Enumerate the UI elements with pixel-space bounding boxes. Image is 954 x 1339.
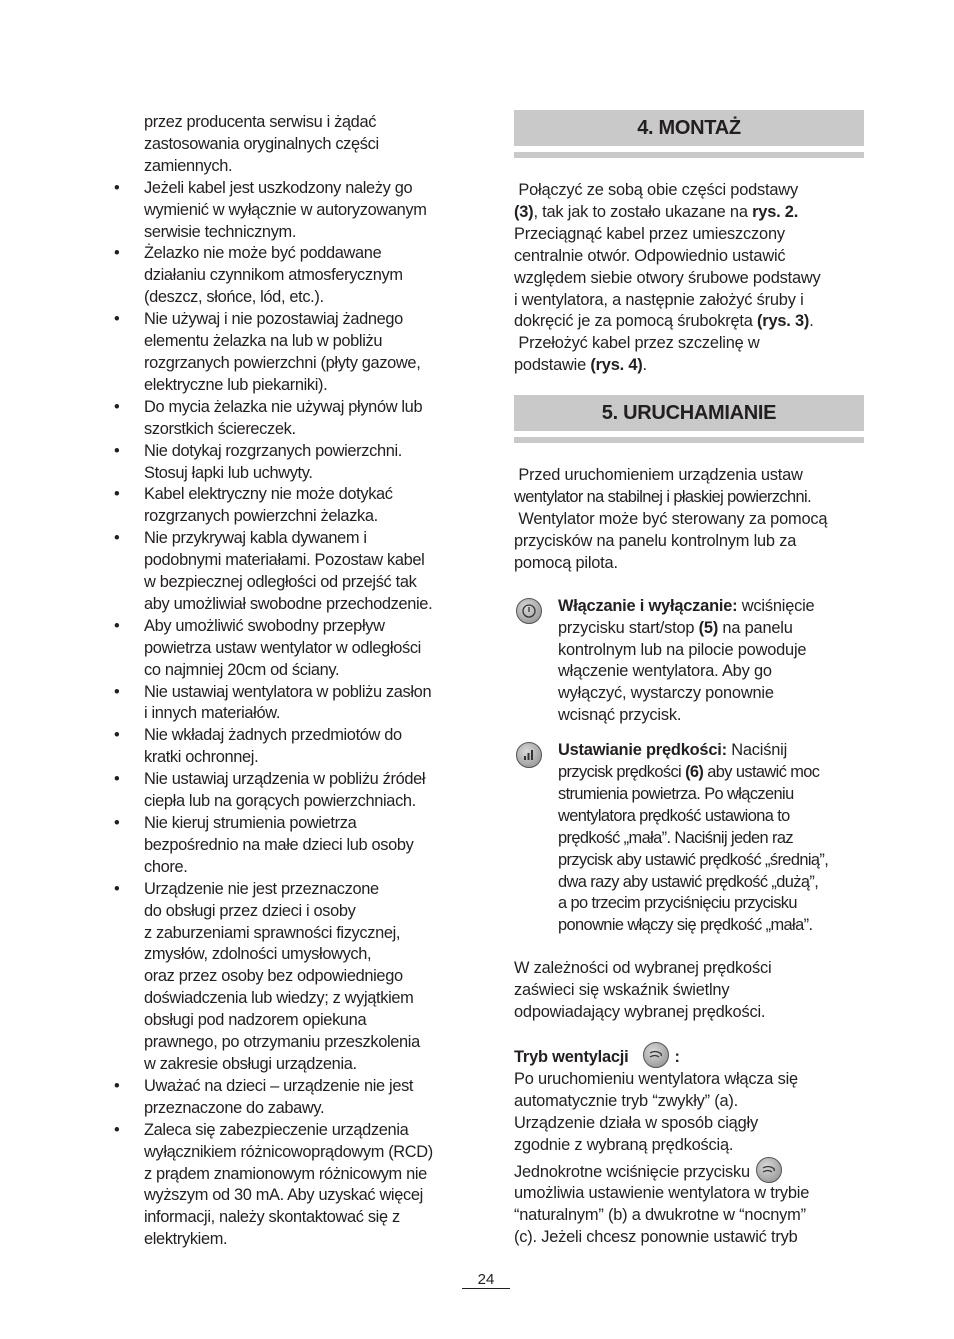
text-line: zastosowania oryginalnych części bbox=[144, 134, 379, 153]
bullet-marker: • bbox=[114, 397, 120, 416]
text-line: działaniu czynnikom atmosferycznym bbox=[144, 266, 403, 285]
text-line: Nie ustawiaj wentylatora w pobliżu zasłon bbox=[144, 682, 432, 701]
text-line: Stosuj łapki lub uchwyty. bbox=[144, 463, 313, 482]
speed-feature bbox=[514, 740, 864, 937]
text-line: Włączanie i wyłączanie: wciśnięcie bbox=[558, 596, 815, 615]
feature-label: Ustawianie prędkości: bbox=[558, 741, 727, 760]
safety-bullet-item bbox=[112, 1120, 472, 1251]
montaz-paragraph bbox=[514, 180, 864, 377]
figure-ref: rys. 2. bbox=[752, 202, 799, 221]
text-line: Jednokrotne wciśnięcie przycisku bbox=[514, 1157, 864, 1184]
text-line: automatycznie tryb “zwykły” (a). bbox=[514, 1091, 739, 1110]
text-line: Nie dotykaj rozgrzanych powierzchni. bbox=[144, 441, 402, 460]
text-line: Aby umożliwić swobodny przepływ bbox=[144, 616, 385, 635]
text-line: W zależności od wybranej prędkości bbox=[514, 959, 772, 978]
text-line: (deszcz, słońce, lód, etc.). bbox=[144, 288, 324, 307]
heading-rule bbox=[514, 437, 864, 443]
safety-bullet-item bbox=[112, 813, 472, 879]
safety-bullet-item bbox=[112, 484, 472, 528]
text-line: przycisk aby ustawić prędkość „średnią”, bbox=[558, 850, 829, 869]
bullet-marker: • bbox=[114, 879, 120, 898]
text-line: w zakresie obsługi urządzenia. bbox=[144, 1054, 357, 1073]
text-line: Przeciągnąć kabel przez umieszczony bbox=[514, 224, 785, 243]
mode-label: Tryb wentylacji bbox=[514, 1048, 629, 1066]
text-line: zaświeci się wskaźnik świetlny bbox=[514, 981, 730, 1000]
text-line: zmysłów, zdolności umysłowych, bbox=[144, 945, 372, 964]
heading-rule bbox=[514, 152, 864, 158]
bullet-marker: • bbox=[114, 178, 120, 197]
text-line: elektrykiem. bbox=[144, 1230, 228, 1249]
safety-bullet-list bbox=[112, 178, 472, 1251]
text-line: doświadczenia lub wiedzy; z wyjątkiem bbox=[144, 989, 414, 1008]
safety-bullet-item bbox=[112, 725, 472, 769]
text-line: wcisnąć przycisk. bbox=[558, 706, 682, 725]
text-line: elementu żelazka na lub w pobliżu bbox=[144, 332, 383, 351]
text-line: Urządzenie nie jest przeznaczone bbox=[144, 879, 379, 898]
text-line: centralnie otwór. Odpowiednio ustawić bbox=[514, 246, 786, 265]
part-ref: (3) bbox=[514, 202, 534, 221]
text-line: przycisk prędkości (6) aby ustawić moc bbox=[558, 763, 820, 782]
text-line: i innych materiałów. bbox=[144, 704, 281, 723]
right-column bbox=[514, 110, 864, 1249]
wind-mode-icon bbox=[756, 1157, 782, 1183]
bullet-marker: • bbox=[114, 485, 120, 504]
text-line: Nie przykrywaj kabla dywanem i bbox=[144, 529, 367, 548]
text-line: podstawie (rys. 4). bbox=[514, 356, 647, 375]
text-line: szorstkich ściereczek. bbox=[144, 419, 296, 438]
bullet-marker: • bbox=[114, 529, 120, 548]
safety-bullet-item bbox=[112, 178, 472, 244]
text-line: obsługi pod nadzorem opiekuna bbox=[144, 1011, 367, 1030]
text-line: Wentylator może być sterowany za pomocą bbox=[514, 509, 828, 528]
text-line: “naturalnym” (b) a dwukrotne w “nocnym” bbox=[514, 1206, 806, 1225]
page-number: 24 bbox=[477, 1271, 495, 1288]
text-line: (3), tak jak to zostało ukazane na rys. 2. bbox=[514, 202, 799, 221]
speed-bars-icon bbox=[516, 742, 542, 768]
text-line: wentylator na stabilnej i płaskiej powierzchni. bbox=[514, 488, 812, 507]
text-line: aby umożliwiał swobodne przechodzenie. bbox=[144, 594, 433, 613]
text-line: informacji, należy skontaktować się z bbox=[144, 1208, 400, 1227]
safety-bullet-item bbox=[112, 309, 472, 397]
text-line: przycisków na panelu kontrolnym lub za bbox=[514, 531, 797, 550]
bullet-marker: • bbox=[114, 770, 120, 789]
text-line: wyłącznikiem różnicowoprądowym (RCD) bbox=[144, 1142, 433, 1161]
safety-bullet-item bbox=[112, 769, 472, 813]
text-line: strumienia powietrza. Po włączeniu bbox=[558, 784, 794, 803]
text-line: z prądem znamionowym różnicowym nie bbox=[144, 1164, 427, 1183]
text-line: Zaleca się zabezpieczenie urządzenia bbox=[144, 1120, 409, 1139]
text-line: kontrolnym lub na pilocie powoduje bbox=[558, 640, 807, 659]
text-line: pomocą pilota. bbox=[514, 553, 618, 572]
section-heading-montaz: 4. MONTAŻ bbox=[514, 110, 864, 146]
text-line: bezpośrednio na małe dzieci lub osoby bbox=[144, 835, 414, 854]
text-line: Nie wkładaj żadnych przedmiotów do bbox=[144, 726, 402, 745]
text-line: zamiennych. bbox=[144, 156, 233, 175]
text-line: przeznaczone do zabawy. bbox=[144, 1098, 325, 1117]
safety-bullet-item bbox=[112, 879, 472, 1076]
bullet-marker: • bbox=[114, 310, 120, 329]
left-column bbox=[112, 112, 472, 1251]
bullet-marker: • bbox=[114, 682, 120, 701]
safety-bullet-item bbox=[112, 397, 472, 441]
text-line: ciepła lub na gorących powierzchniach. bbox=[144, 792, 416, 811]
text-line: prawnego, po otrzymaniu przeszkolenia bbox=[144, 1033, 420, 1052]
part-ref: (5) bbox=[698, 618, 719, 637]
text-line: Tryb wentylacji : bbox=[514, 1042, 864, 1069]
bullet-marker: • bbox=[114, 726, 120, 745]
text-line: Połączyć ze sobą obie części podstawy bbox=[514, 181, 798, 199]
bullet-marker: • bbox=[114, 1120, 120, 1139]
text-line: w bezpiecznej odległości od przejść tak bbox=[144, 573, 417, 592]
text-line: prędkość „mała”. Naciśnij jeden raz bbox=[558, 828, 793, 847]
text-line: wyłączyć, wystarczy ponownie bbox=[558, 684, 774, 703]
power-feature bbox=[514, 596, 864, 727]
text-line: powietrza ustaw wentylator w odległości bbox=[144, 638, 421, 657]
safety-bullet-item bbox=[112, 441, 472, 485]
text-line: rozgrzanych powierzchni żelazka. bbox=[144, 507, 378, 526]
text-line: ponownie włączy się prędkość „mała”. bbox=[558, 916, 813, 935]
text-line: wentylatora prędkość ustawiona to bbox=[558, 806, 790, 825]
bullet-marker: • bbox=[114, 1076, 120, 1095]
text-line: Urządzenie działa w sposób ciągły bbox=[514, 1113, 758, 1132]
text-line: Kabel elektryczny nie może dotykać bbox=[144, 485, 393, 504]
text-line: dwa razy aby ustawić prędkość „dużą”, bbox=[558, 872, 819, 891]
safety-bullet-item bbox=[112, 528, 472, 616]
text-line: Po uruchomieniu wentylatora włącza się bbox=[514, 1069, 798, 1088]
safety-bullet-item bbox=[112, 616, 472, 682]
safety-bullet-item bbox=[112, 1076, 472, 1120]
text-line: i wentylatora, a następnie założyć śruby i bbox=[514, 290, 804, 309]
text-line: oraz przez osoby bez odpowiedniego bbox=[144, 967, 403, 986]
text-line: co najmniej 20cm od ściany. bbox=[144, 660, 340, 679]
text-line: chore. bbox=[144, 857, 188, 876]
text-line: wyższym od 30 mA. Aby uzyskać więcej bbox=[144, 1186, 423, 1205]
text-line: włączenie wentylatora. Aby go bbox=[558, 662, 772, 681]
bullet-marker: • bbox=[114, 616, 120, 635]
text-line: a po trzecim przyciśnięciu przycisku bbox=[558, 894, 797, 913]
bullet-marker: • bbox=[114, 244, 120, 263]
text-line: dokręcić je za pomocą śrubokręta (rys. 3). bbox=[514, 312, 814, 331]
figure-ref: (rys. 3) bbox=[757, 312, 810, 331]
text-line: Do mycia żelazka nie używaj płynów lub bbox=[144, 397, 423, 416]
figure-ref: (rys. 4) bbox=[590, 356, 643, 375]
text-line: zgodnie z wybraną prędkością. bbox=[514, 1135, 734, 1154]
text-line: serwisie technicznym. bbox=[144, 222, 297, 241]
feature-label: Włączanie i wyłączanie: bbox=[558, 596, 738, 615]
text-line: Przed uruchomieniem urządzenia ustaw bbox=[514, 466, 803, 485]
text-line: Uważać na dzieci – urządzenie nie jest bbox=[144, 1076, 414, 1095]
page-number-rule bbox=[462, 1288, 510, 1289]
text-line: rozgrzanych powierzchni (płyty gazowe, bbox=[144, 353, 421, 372]
ventilation-mode-paragraph bbox=[514, 1042, 864, 1249]
text-line: kratki ochronnej. bbox=[144, 748, 259, 767]
text-line: Ustawianie prędkości: Naciśnij bbox=[558, 741, 788, 760]
text-line: Nie ustawiaj urządzenia w pobliżu źródeł bbox=[144, 770, 426, 789]
safety-bullet-item bbox=[112, 682, 472, 726]
text-line: Przełożyć kabel przez szczelinę w bbox=[514, 334, 760, 353]
text-line: przez producenta serwisu i żądać bbox=[144, 113, 377, 131]
bullet-marker: • bbox=[114, 814, 120, 832]
indicator-paragraph bbox=[514, 958, 864, 1024]
text-line: Nie używaj i nie pozostawiaj żadnego bbox=[144, 310, 403, 329]
section-heading-uruchamianie: 5. URUCHAMIANIE bbox=[514, 395, 864, 431]
text-line: wymienić w wyłącznie w autoryzowanym bbox=[144, 200, 427, 219]
text-line: Jeżeli kabel jest uszkodzony należy go bbox=[144, 178, 413, 197]
text-line: przycisku start/stop (5) na panelu bbox=[558, 618, 793, 637]
text-line: do obsługi przez dzieci i osoby bbox=[144, 901, 356, 920]
power-button-icon bbox=[516, 598, 542, 624]
intro-continuation bbox=[112, 112, 472, 178]
text-line: umożliwia ustawienie wentylatora w trybie bbox=[514, 1184, 810, 1203]
text-line: odpowiadający wybranej prędkości. bbox=[514, 1003, 766, 1022]
text-line: Nie kieruj strumienia powietrza bbox=[144, 814, 357, 832]
text-line: względem siebie otwory śrubowe podstawy bbox=[514, 268, 821, 287]
text-line: (c). Jeżeli chcesz ponownie ustawić tryb bbox=[514, 1228, 798, 1247]
bullet-marker: • bbox=[114, 441, 120, 460]
text-line: z zaburzeniami sprawności fizycznej, bbox=[144, 923, 401, 942]
wind-mode-icon bbox=[643, 1042, 669, 1068]
part-ref: (6) bbox=[685, 763, 704, 782]
text-line: Żelazko nie może być poddawane bbox=[144, 244, 382, 263]
text-line: elektryczne lub piekarniki). bbox=[144, 375, 328, 394]
safety-bullet-item bbox=[112, 243, 472, 309]
startup-intro bbox=[514, 465, 864, 575]
text-line: podobnymi materiałami. Pozostaw kabel bbox=[144, 551, 425, 570]
